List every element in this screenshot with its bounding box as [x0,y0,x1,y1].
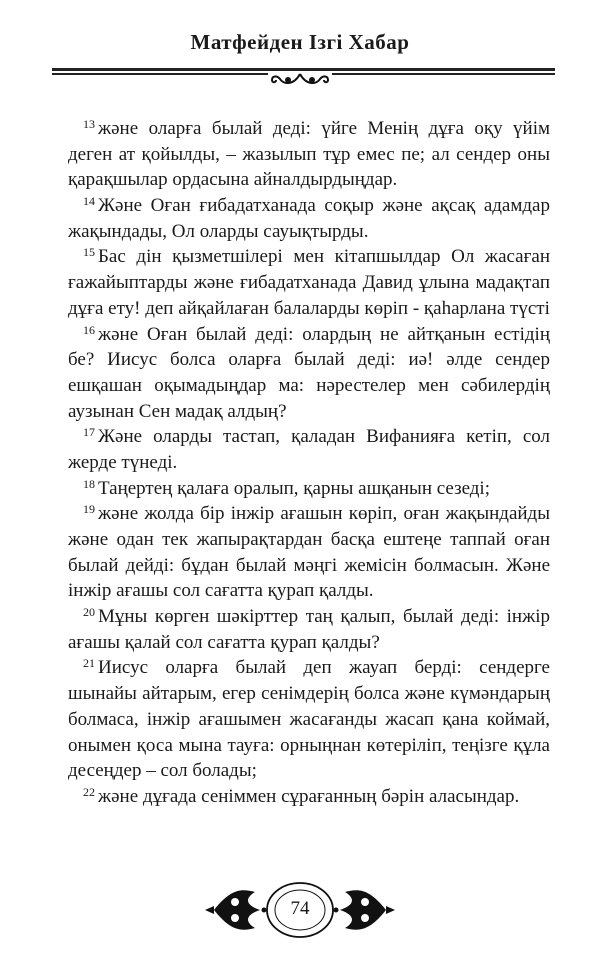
verse [68,322,550,425]
verse-line [68,630,550,656]
verse-line-text: аузынан Сен мадақ алдың? [68,400,287,422]
verse-line [68,604,550,630]
verse-line-text: онымен қоса мына тауға: орныңнан көтеріліп, теңізге құла [68,734,550,756]
verse-line [68,347,550,373]
verse-line-text: Және Оған ғибадатханада соқыр және ақсақ адамдар [98,195,550,217]
verse [68,193,550,244]
verse-line-text: және одан тек жапырақтардан басқа ештеңе таппай оған [68,529,550,550]
verse [68,784,550,810]
book-title: Матфейден Ізгі Хабар [190,30,410,54]
verse [68,604,550,655]
verse-line-text: Иисус оларға былай деп жауап берді: сендерге [98,657,550,679]
verse-line-text: және дұғада сеніммен сұрағанның бәрін аласындар. [98,785,520,807]
verse-number: 15 [83,245,95,260]
verse-line [68,399,550,425]
verse-line-text: ағашы қалай сол сағатта қурап қалды? [68,631,380,653]
verse-line [68,424,550,450]
verse-line-text: және оларға былай деді: үйге Менің дұға оқу үйім [98,118,550,139]
verse-line-text: ешқашан оқымадыңдар ма: нәрестелер мен сәбилердің [68,374,550,396]
verse [68,476,550,502]
verse-line-text: болмаса, інжір ағашымен жасағанды жасап қана коймай, [68,708,550,730]
page-number: 74 [290,898,310,919]
verse-line-text: Бас дін қызметшілері мен кітапшылдар Ол жасаған [98,246,550,268]
verse-number: 13 [83,117,95,131]
verse-number: 18 [83,476,95,491]
verse [68,655,550,783]
verse-line-text: және жолда бір інжір ағашын көріп, оған жақындайды [98,503,550,525]
verse-line-text: жақындады, Ол оларды сауықтырды. [68,220,369,242]
verse [68,244,550,321]
verse-text [68,116,550,810]
verse [68,116,550,193]
verse-line-text: бе? Иисус болса оларға былай деді: иә! әлде сендер [68,349,550,371]
verse-line-text: Мұны көрген шәкірттер таң қалып, былай деді: інжір [98,606,550,628]
verse-line [68,193,550,219]
verse-line [68,784,550,810]
verse-number: 22 [83,784,95,799]
verse-line [68,142,550,168]
verse-line-text: былай дейді: бұдан былай мәңгі жемісін болмасын. Және [68,554,550,576]
verse-line-text: қарақшылар ордасына айналдырдыңдар. [68,169,398,191]
verse-line [68,758,550,784]
verse-line [68,527,550,553]
verse-line-text: Және оларды тастап, қаладан Вифанияға кетіп, сол [98,426,550,448]
verse-line [68,476,550,502]
verse-number: 17 [83,425,95,440]
verse [68,501,550,604]
verse-number: 14 [83,194,95,209]
verse-line-text: десеңдер – сол болады; [68,760,257,782]
verse-line [68,167,550,193]
verse-line [68,578,550,604]
verse-line [68,733,550,759]
verse-line-text: ғажайыптарды және ғибадатханада Давид ұлына мадақтап [68,272,550,294]
verse-line [68,116,550,142]
verse-line [68,553,550,579]
verse-line-text: және Оған былай деді: олардың не айтқанын естідің [98,323,550,345]
verse-line [68,655,550,681]
verse-line [68,322,550,348]
verse-line [68,707,550,733]
verse-line-text: жерде түнеді. [68,451,178,473]
verse-number: 21 [83,656,95,671]
verse-line [68,450,550,476]
verse-number: 19 [83,502,95,517]
verse-number: 16 [83,322,95,337]
ornament-icon [268,71,332,87]
verse [68,424,550,475]
verse-line [68,244,550,270]
verse-line [68,501,550,527]
verse-line-text: Таңертең қалаға оралып, қарны ашқанын сезеді; [98,477,490,499]
verse-number: 20 [83,605,95,620]
verse-line-text: дұға ету! деп айқайлаған балаларды көріп - қаһарлана түсті [68,297,550,319]
verse-line [68,681,550,707]
verse-line-text: деген ат қойылды, – жазылып тұр емес пе; ал сендер оны [68,143,550,165]
verse-line [68,270,550,296]
verse-line [68,296,550,322]
verse-line-text: інжір ағашы сол сағатта қурап қалды. [68,580,374,602]
verse-line [68,219,550,245]
verse-line-text: шынайы айтарым, егер сенімдерің болса және күмәндарың [68,683,550,705]
verse-line [68,373,550,399]
